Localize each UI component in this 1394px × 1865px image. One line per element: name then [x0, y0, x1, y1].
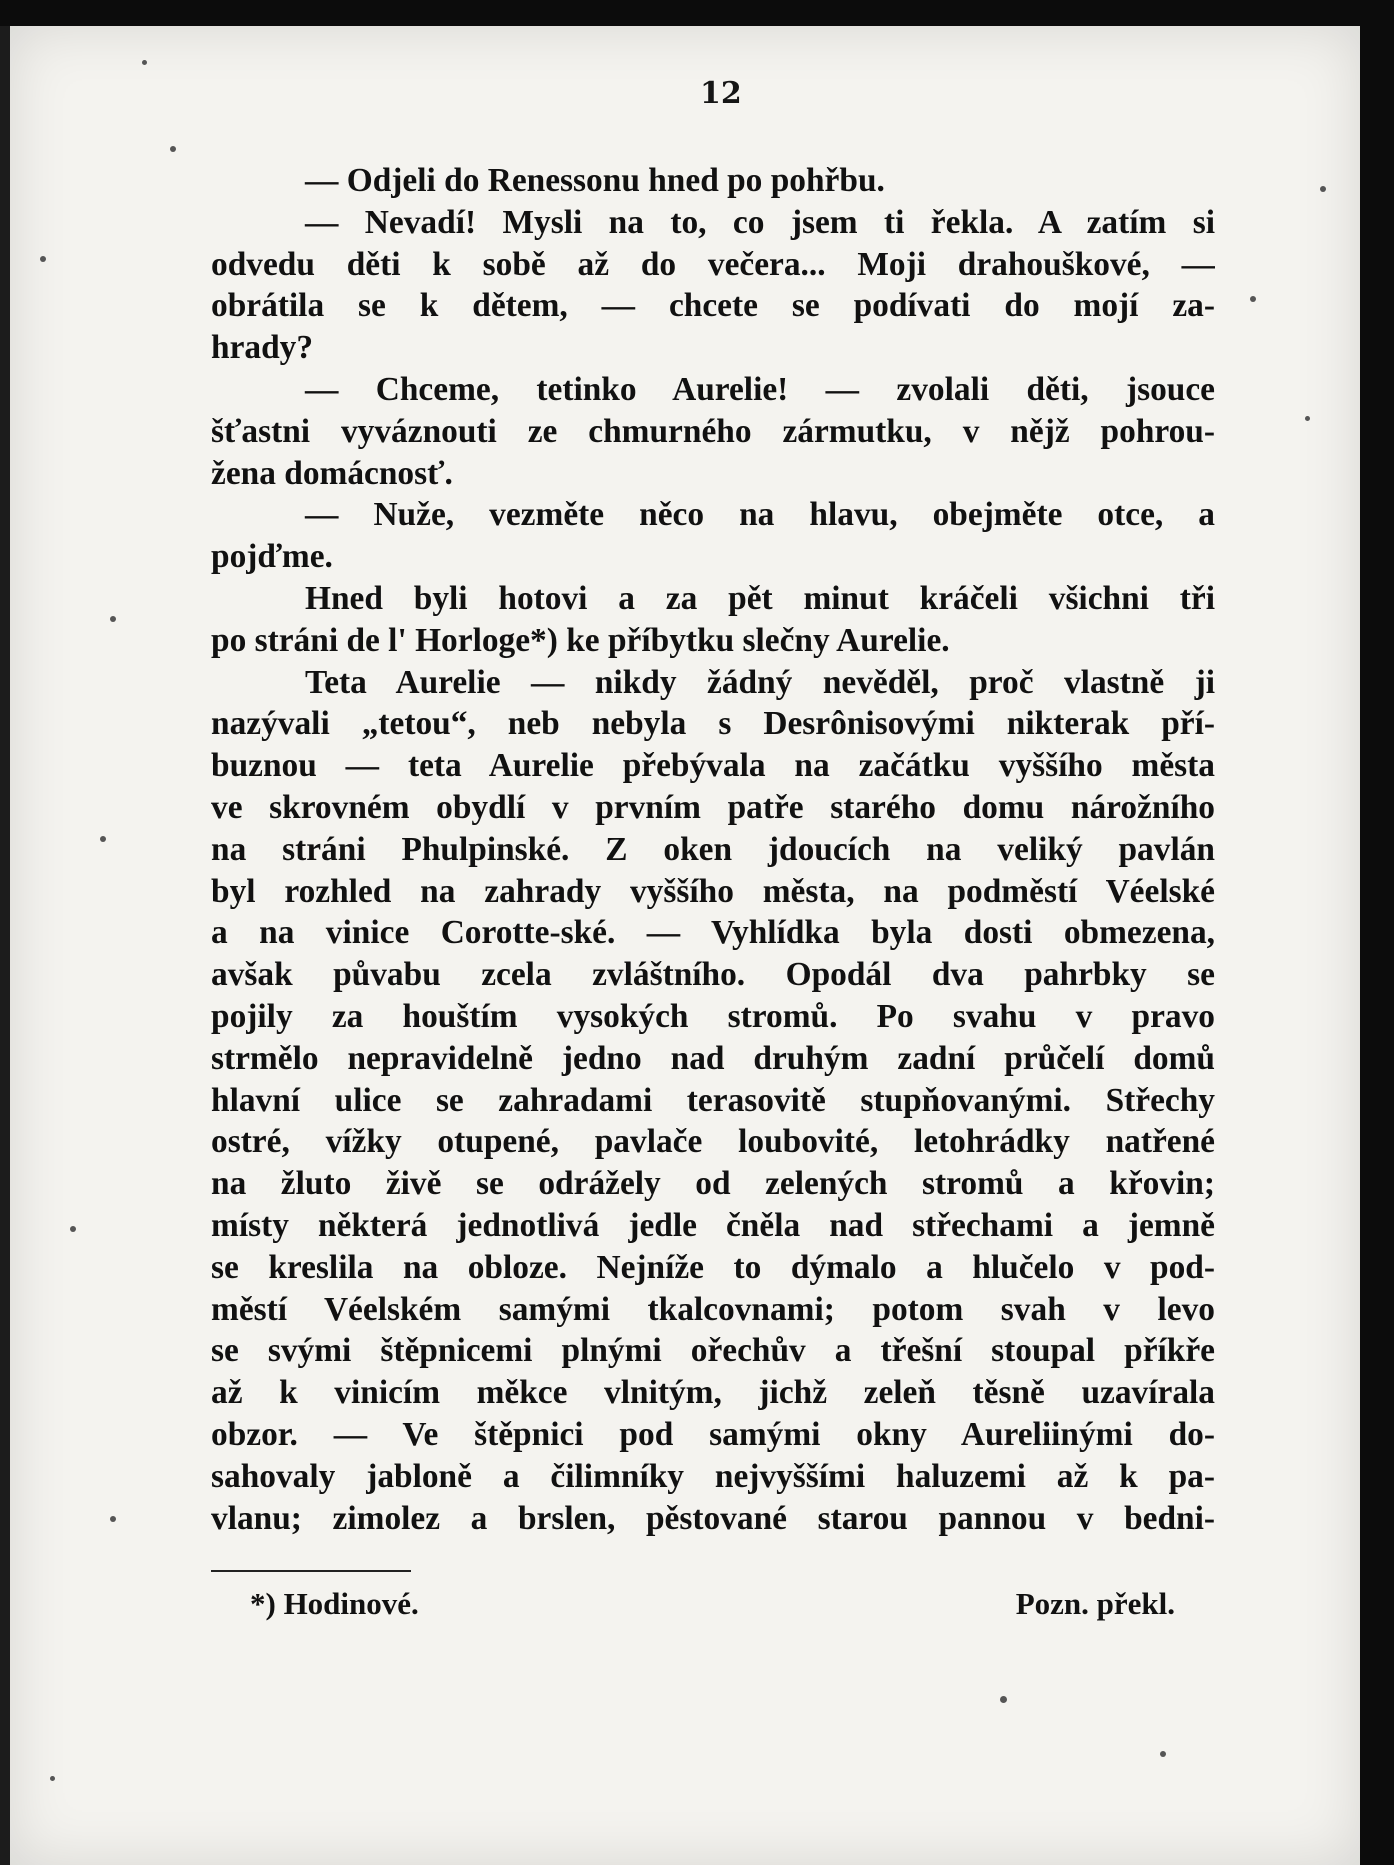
text-line: ostré, vížky otupené, pavlače loubovité, letohrádky natřené [211, 1123, 1215, 1161]
scan-speck [110, 1516, 116, 1522]
text-line: — Chceme, tetinko Aurelie! — zvolali děti, jsouce [305, 370, 1215, 408]
text-line: místy některá jednotlivá jedle čněla nad střechami a jemně [211, 1206, 1215, 1244]
text-line: žena domácnosť. [211, 454, 453, 492]
scan-top-edge [0, 0, 1394, 26]
text-line: avšak půvabu zcela zvláštního. Opodál dva pahrbky se [211, 956, 1215, 994]
text-line: odvedu děti k sobě až do večera... Moji drahouškové, — [211, 245, 1215, 283]
scan-speck [100, 836, 106, 842]
scan-speck [40, 256, 46, 262]
text-line: městí Véelském samými tkalcovnami; potom svah v levo [211, 1290, 1215, 1328]
text-line: obzor. — Ve štěpnici pod samými okny Aureliinými do- [211, 1415, 1215, 1453]
scan-speck [110, 616, 116, 622]
text-line: po stráni de l' Horloge*) ke příbytku slečny Aurelie. [211, 621, 950, 659]
text-line: pojďme. [211, 538, 333, 576]
page-number: 12 [700, 76, 742, 111]
text-line: až k vinicím měkce vlnitým, jichž zeleň těsně uzavírala [211, 1374, 1215, 1412]
scan-speck [50, 1776, 55, 1781]
scan-speck [1320, 186, 1326, 192]
text-line: pojily za houštím vysokých stromů. Po svahu v pravo [211, 997, 1215, 1035]
text-line: obrátila se k dětem, — chcete se podívati do mojí za- [211, 287, 1215, 325]
text-line: Hned byli hotovi a za pět minut kráčeli všichni tři [305, 579, 1215, 617]
scan-speck [142, 60, 147, 65]
text-line: hrady? [211, 329, 314, 367]
text-line: byl rozhled na zahrady vyššího města, na podměstí Véelské [211, 872, 1215, 910]
text-line: šťastni vyváznouti ze chmurného zármutku, v nějž pohrou- [211, 412, 1215, 450]
scan-right-edge [1360, 0, 1394, 1865]
text-line: vlanu; zimolez a brslen, pěstované starou pannou v bedni- [211, 1499, 1215, 1537]
scan-speck [1250, 296, 1256, 302]
footnote-rule [211, 1570, 411, 1572]
translator-note: Pozn. překl. [1015, 1586, 1175, 1621]
scan-speck [1305, 416, 1310, 421]
scan-speck [1000, 1696, 1007, 1703]
text-line: na stráni Phulpinské. Z oken jdoucích na veliký pavlán [211, 830, 1215, 868]
text-line: nazývali „tetou“, neb nebyla s Desrônisovými nikterak pří- [211, 705, 1215, 743]
text-line: strmělo nepravidelně jedno nad druhým zadní průčelí domů [211, 1039, 1215, 1077]
text-line: ve skrovném obydlí v prvním patře starého domu nárožního [211, 788, 1215, 826]
text-line: se svými štěpnicemi plnými ořechův a třešní stoupal příkře [211, 1332, 1215, 1370]
scan-speck [70, 1226, 76, 1232]
text-line: a na vinice Corotte-ské. — Vyhlídka byla dosti obmezena, [211, 914, 1215, 952]
scan-speck [170, 146, 176, 152]
text-line: hlavní ulice se zahradami terasovitě stupňovanými. Střechy [211, 1081, 1215, 1119]
text-line: Teta Aurelie — nikdy žádný nevěděl, proč vlastně ji [305, 663, 1215, 701]
footnote-text: *) Hodinové. [250, 1586, 419, 1621]
text-line: — Nevadí! Mysli na to, co jsem ti řekla. A zatím si [305, 203, 1215, 241]
text-line: sahovaly jabloně a čilimníky nejvyššími haluzemi až k pa- [211, 1457, 1215, 1495]
scan-speck [1160, 1751, 1166, 1757]
text-line: na žluto živě se odrážely od zelených stromů a křovin; [211, 1165, 1215, 1203]
footnote [250, 1586, 1175, 1622]
text-line: — Nuže, vezměte něco na hlavu, obejměte otce, a [305, 496, 1215, 534]
text-line: buznou — teta Aurelie přebývala na začátku vyššího města [211, 747, 1215, 785]
body-text [211, 160, 1215, 1539]
text-line: se kreslila na obloze. Nejníže to dýmalo a hlučelo v pod- [211, 1248, 1215, 1286]
text-line: — Odjeli do Renessonu hned po pohřbu. [305, 162, 885, 199]
